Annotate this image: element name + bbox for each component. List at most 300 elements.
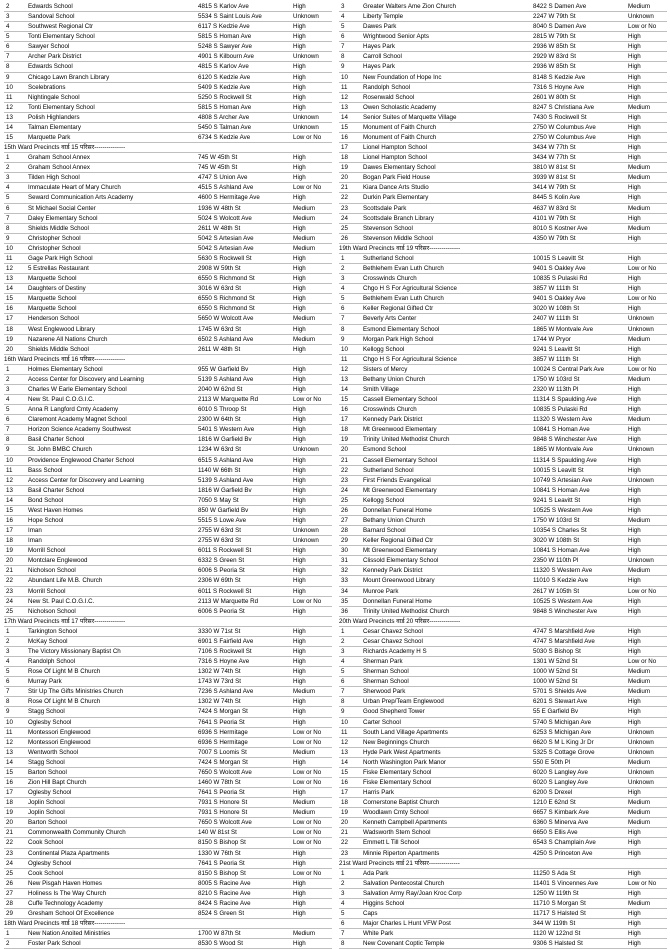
- location-address: 5024 S Wolcott Ave: [198, 214, 252, 222]
- precinct-row: [4, 335, 332, 345]
- location-address: 7430 S Rockwell St: [533, 113, 587, 121]
- precinct-row: [339, 546, 667, 556]
- rating-value: High: [628, 527, 641, 535]
- location-name: Nicholson School: [28, 607, 76, 615]
- rating-value: Unknown: [293, 527, 319, 535]
- location-name: Richards Academy H S: [363, 648, 427, 655]
- location-address: 10354 S Charles St: [533, 527, 587, 535]
- location-name: Minnie Riperton Apartments: [363, 849, 440, 857]
- left-column: [4, 2, 332, 949]
- precinct-number: 5: [341, 910, 345, 918]
- precinct-row: [339, 183, 667, 193]
- precinct-row: [339, 879, 667, 889]
- precinct-number: 15: [6, 295, 13, 303]
- precinct-row: [4, 133, 332, 143]
- rating-value: High: [628, 466, 641, 474]
- rating-value: High: [628, 63, 641, 71]
- precinct-row: [339, 214, 667, 224]
- location-name: Abundant Life M.B. Church: [28, 577, 103, 585]
- location-address: 2815 W 79th St: [533, 33, 576, 41]
- precinct-number: 17: [341, 144, 348, 152]
- precinct-number: 11: [341, 355, 348, 363]
- precinct-row: [4, 718, 332, 728]
- precinct-row: [339, 325, 667, 335]
- precinct-row: [4, 697, 332, 707]
- location-name: Iman: [28, 527, 42, 535]
- location-name: Keller Regional Gifted Ctr: [363, 305, 434, 313]
- location-name: Edwards School: [28, 63, 73, 71]
- precinct-number: 2: [6, 637, 10, 645]
- rating-value: High: [628, 506, 641, 514]
- precinct-number: 2: [6, 940, 10, 948]
- precinct-row: [339, 335, 667, 345]
- location-name: Polish Highlanders: [28, 113, 80, 121]
- location-address: 1750 W 103rd St: [533, 516, 580, 524]
- location-name: New St. Paul C.O.G.I.C.: [28, 396, 95, 404]
- location-name: Holmes Elementary School: [28, 365, 103, 373]
- location-name: Salvation Army Ray/Joan Kroc Corp: [363, 889, 462, 897]
- location-address: 9401 S Oakley Ave: [533, 295, 586, 303]
- location-address: 1140 W 66th St: [198, 466, 241, 474]
- precinct-number: 11: [6, 254, 13, 262]
- precinct-row: [339, 12, 667, 22]
- location-name: Marquette School: [28, 275, 77, 283]
- location-name: Lionel Hampton School: [363, 154, 427, 162]
- location-address: 6515 S Ashland Ave: [198, 456, 254, 464]
- rating-value: Medium: [628, 516, 651, 524]
- location-name: Randolph School: [28, 658, 76, 666]
- precinct-row: [4, 425, 332, 435]
- location-name: Henderson School: [28, 315, 79, 323]
- location-address: 10525 S Western Ave: [533, 597, 593, 605]
- rating-value: High: [293, 254, 306, 262]
- precinct-row: [4, 808, 332, 818]
- rating-value: Medium: [293, 315, 316, 323]
- precinct-number: 14: [341, 758, 348, 766]
- location-address: 8150 S Bishop St: [198, 869, 246, 877]
- rating-value: High: [628, 920, 641, 928]
- precinct-row: [339, 496, 667, 506]
- rating-value: High: [628, 275, 641, 283]
- location-address: 6936 S Hermitage: [198, 738, 248, 746]
- rating-value: Medium: [628, 899, 651, 907]
- precinct-number: 17: [341, 789, 348, 797]
- rating-value: High: [293, 587, 306, 595]
- location-name: Lionel Hampton School: [363, 144, 427, 152]
- location-name: Graham School Annex: [28, 154, 90, 162]
- location-address: 4815 S Karlov Ave: [198, 3, 249, 10]
- rating-value: Low or No: [293, 779, 322, 787]
- location-address: 6200 S Drexel: [533, 789, 573, 797]
- location-name: Kennedy Park District: [363, 416, 423, 424]
- precinct-number: 34: [341, 587, 348, 595]
- rating-value: Low or No: [628, 23, 657, 31]
- precinct-number: 14: [6, 496, 13, 504]
- location-name: Smith Village: [363, 385, 399, 393]
- rating-value: Medium: [628, 809, 651, 817]
- location-name: Montessori Englewood: [28, 738, 91, 746]
- precinct-row: [4, 707, 332, 717]
- location-name: Wrightwood Senior Apts: [363, 33, 429, 41]
- precinct-row: [339, 445, 667, 455]
- precinct-row: [4, 113, 332, 123]
- location-name: Cassell Elementary School: [363, 456, 437, 464]
- location-address: 4250 S Princeton Ave: [533, 849, 593, 857]
- precinct-number: 19: [341, 436, 348, 444]
- rating-value: High: [628, 234, 641, 242]
- location-name: Esmond Elementary School: [363, 325, 440, 333]
- location-address: 2617 W 105th St: [533, 587, 580, 595]
- location-name: Scottsdale Park: [363, 204, 407, 212]
- location-name: Montessori Englewood: [28, 728, 91, 736]
- location-name: Morgan Park High School: [363, 335, 434, 343]
- location-address: 6502 S Ashland Ave: [198, 335, 254, 343]
- precinct-row: [4, 153, 332, 163]
- location-address: 2936 W 85th St: [533, 63, 576, 71]
- precinct-number: 25: [341, 224, 348, 232]
- location-name: Crosswinds Church: [363, 406, 417, 414]
- location-name: Mt Greenwood Elementary: [363, 486, 437, 494]
- precinct-row: [4, 738, 332, 748]
- precinct-number: 5: [6, 33, 10, 41]
- precinct-row: [4, 838, 332, 848]
- ward-header: [4, 143, 332, 153]
- precinct-number: 4: [341, 658, 345, 666]
- location-name: Shields Middle School: [28, 345, 89, 353]
- rating-value: Unknown: [628, 446, 654, 454]
- location-name: Esmond School: [363, 446, 407, 454]
- location-address: 11314 S Spaulding Ave: [533, 456, 597, 464]
- precinct-row: [4, 828, 332, 838]
- precinct-row: [339, 818, 667, 828]
- rating-value: Medium: [628, 416, 651, 424]
- precinct-row: [4, 647, 332, 657]
- rating-value: Medium: [628, 335, 651, 343]
- precinct-row: [4, 62, 332, 72]
- rating-value: High: [293, 416, 306, 424]
- rating-value: High: [628, 134, 641, 142]
- location-address: 2040 W 62nd St: [198, 385, 243, 393]
- location-address: 1936 W 48th St: [198, 204, 241, 212]
- precinct-number: 14: [6, 758, 13, 766]
- rating-value: Medium: [628, 688, 651, 696]
- ward-header-text: 19th Ward Precincts वार्ड 19 परिसर---------------: [339, 244, 461, 252]
- location-name: Talman Elementary: [28, 123, 81, 131]
- rating-value: Medium: [293, 809, 316, 817]
- location-name: New Covenant Coptic Temple: [363, 940, 445, 948]
- rating-value: Medium: [628, 375, 651, 383]
- precinct-row: [339, 93, 667, 103]
- location-address: 2750 W Columbus Ave: [533, 123, 596, 131]
- precinct-row: [4, 445, 332, 455]
- precinct-row: [4, 939, 332, 949]
- rating-value: High: [628, 839, 641, 847]
- location-address: 140 W 81st St: [198, 829, 237, 837]
- rating-value: High: [628, 849, 641, 857]
- location-name: Chgo H S For Agricultural Science: [363, 285, 457, 293]
- precinct-row: [339, 284, 667, 294]
- location-address: 3857 W 111th St: [533, 285, 579, 293]
- precinct-number: 28: [341, 527, 348, 535]
- precinct-row: [4, 889, 332, 899]
- precinct-number: 11: [6, 93, 13, 101]
- location-name: Carroll School: [363, 53, 402, 61]
- location-address: 6020 S Langley Ave: [533, 779, 588, 787]
- precinct-number: 25: [6, 869, 13, 877]
- precinct-row: [4, 395, 332, 405]
- location-name: Sherman Park: [363, 658, 403, 666]
- location-address: 1865 W Montvale Ave: [533, 446, 594, 454]
- location-address: 8524 S Green St: [198, 910, 245, 918]
- location-address: 6006 S Peoria St: [198, 567, 245, 575]
- precinct-number: 15: [341, 123, 348, 131]
- location-name: Mt Greenwood Elementary: [363, 547, 437, 555]
- location-name: Foster Park School: [28, 940, 81, 948]
- location-name: Emmett L Till School: [363, 839, 420, 847]
- precinct-row: [4, 93, 332, 103]
- location-address: 7650 S Wolcott Ave: [198, 819, 252, 827]
- rating-value: High: [293, 93, 306, 101]
- location-name: Stevenson School: [363, 224, 413, 232]
- precinct-row: [4, 2, 332, 12]
- precinct-number: 27: [6, 889, 13, 897]
- precinct-row: [339, 42, 667, 52]
- location-name: Gage Park High School: [28, 254, 93, 262]
- location-name: Bethlehem Evan Luth Church: [363, 295, 444, 303]
- location-address: 10841 S Homan Ave: [533, 426, 590, 434]
- rating-value: Medium: [293, 335, 316, 343]
- precinct-number: 9: [341, 708, 345, 716]
- precinct-row: [339, 73, 667, 83]
- location-name: Montclare Englewood: [28, 557, 88, 565]
- rating-value: Medium: [293, 234, 316, 242]
- precinct-row: [339, 173, 667, 183]
- rating-value: High: [293, 456, 306, 464]
- precinct-row: [339, 728, 667, 738]
- location-name: Kellogg School: [363, 496, 405, 504]
- location-name: Cook School: [28, 869, 64, 877]
- location-name: Chgo H S For Agricultural Science: [363, 355, 457, 363]
- location-name: Fiske Elementary School: [363, 779, 432, 787]
- precinct-row: [339, 899, 667, 909]
- rating-value: High: [293, 607, 306, 615]
- precinct-row: [4, 778, 332, 788]
- location-address: 5139 S Ashland Ave: [198, 375, 254, 383]
- rating-value: High: [293, 648, 306, 655]
- precinct-row: [339, 647, 667, 657]
- precinct-row: [4, 12, 332, 22]
- ward-header-text: 21st Ward Precincts वार्ड 21 परिसर---------------: [339, 859, 460, 867]
- location-address: 9306 S Halsted St: [533, 940, 583, 948]
- location-address: 6010 S Throop St: [198, 406, 247, 414]
- location-address: 1745 W 63rd St: [198, 325, 241, 333]
- rating-value: Unknown: [628, 315, 654, 323]
- location-name: White Park: [363, 930, 394, 938]
- precinct-number: 3: [6, 13, 10, 21]
- precinct-number: 2: [6, 3, 10, 10]
- location-address: 5250 S Rockwell St: [198, 93, 252, 101]
- precinct-number: 5: [6, 406, 10, 414]
- rating-value: High: [628, 889, 641, 897]
- location-address: 6901 S Fairfield Ave: [198, 637, 254, 645]
- location-address: 3020 W 108th St: [533, 305, 580, 313]
- location-address: 6620 S M L King Jr Dr: [533, 738, 594, 746]
- precinct-row: [339, 909, 667, 919]
- rating-value: High: [628, 698, 641, 706]
- rating-value: High: [628, 83, 641, 91]
- rating-value: Low or No: [293, 768, 322, 776]
- ward-header-text: 16th Ward Precincts वार्ड 16 परिसर---------------: [4, 355, 126, 363]
- precinct-number: 6: [6, 43, 10, 51]
- rating-value: High: [628, 144, 641, 152]
- rating-value: High: [628, 436, 641, 444]
- rating-value: High: [293, 567, 306, 575]
- location-address: 9848 S Winchester Ave: [533, 436, 598, 444]
- precinct-number: 15: [6, 134, 13, 142]
- rating-value: High: [293, 265, 306, 273]
- location-address: 7641 S Peoria St: [198, 859, 245, 867]
- precinct-number: 10: [6, 244, 13, 252]
- rating-value: Low or No: [293, 839, 322, 847]
- precinct-number: 1: [6, 154, 10, 162]
- precinct-number: 13: [341, 748, 348, 756]
- location-name: Stir Up The Gifts Ministries Church: [28, 688, 124, 696]
- precinct-number: 22: [6, 577, 13, 585]
- precinct-number: 20: [6, 819, 13, 827]
- rating-value: High: [293, 3, 306, 10]
- precinct-number: 18: [6, 799, 13, 807]
- rating-value: High: [293, 33, 306, 41]
- rating-value: High: [628, 194, 641, 202]
- location-address: 6550 S Richmond St: [198, 305, 255, 313]
- rating-value: High: [628, 113, 641, 121]
- location-address: 4747 S Marshfield Ave: [533, 637, 595, 645]
- location-name: Cesar Chavez School: [363, 637, 423, 645]
- precinct-number: 15: [6, 506, 13, 514]
- precinct-row: [339, 314, 667, 324]
- location-address: 5815 S Homan Ave: [198, 33, 252, 41]
- precinct-row: [4, 405, 332, 415]
- location-address: 5815 S Homan Ave: [198, 103, 252, 111]
- location-name: Sherman School: [363, 678, 409, 686]
- location-name: West Haven Homes: [28, 506, 83, 514]
- precinct-number: 21: [6, 567, 13, 575]
- precinct-row: [4, 52, 332, 62]
- location-address: 8247 S Christiana Ave: [533, 103, 595, 111]
- rating-value: High: [293, 174, 306, 182]
- rating-value: High: [293, 365, 306, 373]
- rating-value: High: [628, 940, 641, 948]
- location-address: 9241 S Leavitt St: [533, 496, 581, 504]
- rating-value: High: [293, 375, 306, 383]
- precinct-number: 19: [341, 164, 348, 172]
- precinct-row: [4, 748, 332, 758]
- precinct-number: 7: [6, 426, 10, 434]
- location-name: Nightingale School: [28, 93, 80, 101]
- rating-value: High: [628, 637, 641, 645]
- location-address: 6020 S Langley Ave: [533, 768, 588, 776]
- precinct-number: 13: [6, 486, 13, 494]
- rating-value: Medium: [628, 174, 651, 182]
- precinct-row: [4, 103, 332, 113]
- precinct-number: 17: [341, 416, 348, 424]
- rating-value: Low or No: [293, 728, 322, 736]
- precinct-row: [339, 798, 667, 808]
- precinct-number: 4: [6, 658, 10, 666]
- location-name: St Michael Social Center: [28, 204, 96, 212]
- location-address: 1210 E 62nd St: [533, 799, 576, 807]
- precinct-number: 10: [341, 718, 348, 726]
- precinct-row: [339, 395, 667, 405]
- ward-header-text: 17th Ward Precincts वार्ड 17 परिसर---------------: [4, 617, 126, 625]
- rating-value: High: [293, 637, 306, 645]
- precinct-number: 27: [341, 516, 348, 524]
- precinct-number: 23: [6, 849, 13, 857]
- rating-value: High: [293, 859, 306, 867]
- precinct-row: [339, 768, 667, 778]
- precinct-row: [339, 697, 667, 707]
- precinct-number: 4: [341, 285, 345, 293]
- precinct-number: 18: [341, 154, 348, 162]
- rating-value: High: [628, 355, 641, 363]
- precinct-row: [4, 415, 332, 425]
- location-address: 7424 S Morgan St: [198, 758, 248, 766]
- location-name: Carter School: [363, 718, 401, 726]
- rating-value: Unknown: [628, 738, 654, 746]
- precinct-number: 9: [6, 73, 10, 81]
- precinct-number: 11: [6, 728, 13, 736]
- rating-value: High: [628, 648, 641, 655]
- rating-value: High: [628, 53, 641, 61]
- location-name: Rose Of Light M B Church: [28, 668, 101, 676]
- location-address: 6543 S Champlain Ave: [533, 839, 596, 847]
- location-address: 7007 S Loomis St: [198, 748, 247, 756]
- precinct-number: 2: [6, 375, 10, 383]
- location-address: 6253 S Michigan Ave: [533, 728, 592, 736]
- precinct-number: 1: [341, 627, 345, 635]
- precinct-row: [339, 828, 667, 838]
- rating-value: High: [293, 889, 306, 897]
- precinct-number: 1: [341, 254, 345, 262]
- precinct-row: [4, 254, 332, 264]
- precinct-number: 1: [6, 627, 10, 635]
- location-name: Marquette School: [28, 295, 77, 303]
- precinct-row: [4, 566, 332, 576]
- rating-value: Unknown: [628, 779, 654, 787]
- rating-value: High: [293, 879, 306, 887]
- location-address: 1000 W 52nd St: [533, 678, 578, 686]
- rating-value: High: [628, 537, 641, 545]
- location-address: 6936 S Hermitage: [198, 728, 248, 736]
- location-name: Cook School: [28, 839, 64, 847]
- location-address: 3330 W 71st St: [198, 627, 241, 635]
- location-address: 1302 W 74th St: [198, 698, 241, 706]
- location-address: 8210 S Racine Ave: [198, 889, 251, 897]
- rating-value: High: [628, 33, 641, 41]
- location-name: Chicago Lawn Branch Library: [28, 73, 110, 81]
- location-address: 9848 S Winchester Ave: [533, 607, 598, 615]
- rating-value: High: [628, 869, 641, 877]
- precinct-number: 9: [341, 63, 345, 71]
- location-address: 8530 S Wood St: [198, 940, 243, 948]
- location-address: 3434 W 77th St: [533, 144, 576, 152]
- precinct-row: [4, 173, 332, 183]
- precinct-number: 9: [6, 446, 10, 454]
- rating-value: Medium: [628, 819, 651, 827]
- rating-value: Medium: [628, 799, 651, 807]
- location-address: 11710 S Morgan St: [533, 899, 586, 907]
- precinct-number: 21: [341, 184, 348, 192]
